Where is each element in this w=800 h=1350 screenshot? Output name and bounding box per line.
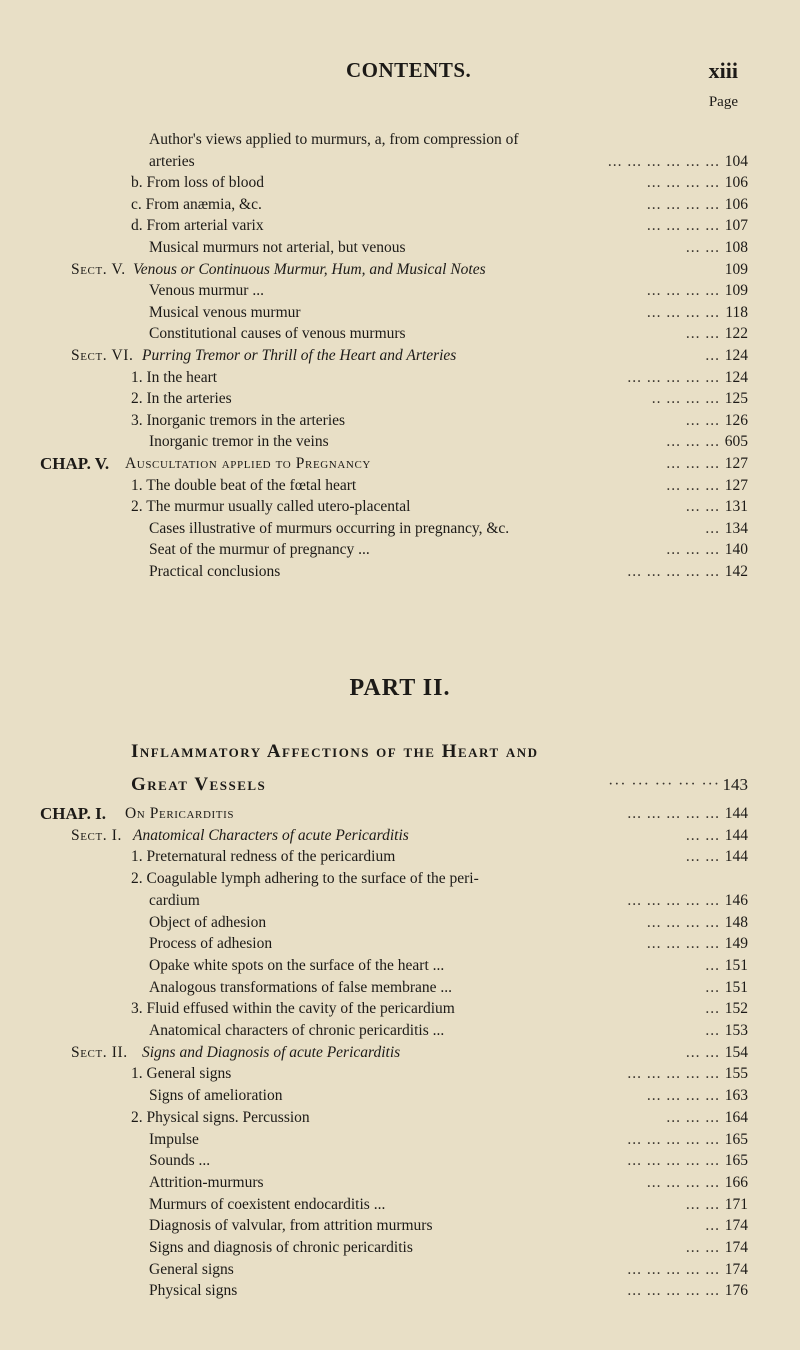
leader-dots: ... ... ... [666,1108,720,1126]
leader-dots: ... ... ... ... [646,282,720,300]
entry-title: Physical signs [149,1282,238,1300]
toc-entry [0,1107,800,1129]
toc-entry [0,561,800,583]
toc-entry [0,1194,800,1216]
toc-entry [0,194,800,216]
leader-dots: ... ... ... ... [646,174,720,192]
page-ref: 151 [724,956,748,974]
page-ref: 163 [724,1087,748,1105]
page-ref: 174 [724,1239,748,1256]
toc-entry [0,1042,800,1064]
leader-dots: ... ... ... ... ... [627,805,720,822]
entry-title: 3. Inorganic tremors in the arteries [131,411,346,429]
page-ref: 134 [724,519,748,537]
page-ref: 125 [724,390,748,408]
toc-entry [0,825,800,847]
entry-title: 1. The double beat of the fœtal heart [131,476,357,494]
toc-entry [0,1280,800,1302]
entry-title: arteries [149,152,195,170]
page-ref: 124 [724,368,748,386]
entry-title: Auscultation applied to Pregnancy [125,455,371,472]
page-ref: 165 [724,1130,748,1148]
leader-dots: ... ... ... [666,541,720,559]
leader-dots: ... ... ... ... ... ... [607,152,720,170]
toc-entry [0,868,800,890]
entry-title: On Pericarditis [125,805,235,822]
leader-dots: ... ... [685,325,720,343]
leader-dots: ... ... [685,826,720,844]
running-header [0,58,800,88]
toc-entry [0,172,800,194]
entry-title: Object of adhesion [149,913,267,931]
section-label: Sect. I. [71,826,122,844]
leader-dots: ... ... ... ... [646,195,720,213]
leader-dots: ... [705,347,720,364]
toc-entry [0,1129,800,1151]
page-ref: 146 [724,891,748,909]
page-ref: 143 [722,775,748,794]
page-ref: 174 [724,1217,748,1235]
entry-title: Musical murmurs not arterial, but venous [149,239,406,256]
entry-title: Impulse [149,1130,199,1148]
page-ref: 142 [724,563,748,580]
section-label: Sect. V. [71,260,126,278]
section-label: Sect. II. [71,1043,128,1061]
page-ref: 108 [724,239,748,256]
entry-title: Process of adhesion [149,935,273,953]
entry-title: 2. Coagulable lymph adhering to the surface of the peri- [131,870,479,888]
leader-dots: ··· ··· ··· ··· ··· [608,776,720,793]
entry-title: Purring Tremor or Thrill of the Heart and Arteries [142,347,457,364]
page-ref: 153 [724,1022,748,1039]
leader-dots: ... [705,956,720,974]
entry-title: Sounds ... [149,1152,211,1170]
leader-dots: ... ... ... ... [646,217,720,235]
page-ref: 124 [724,347,748,364]
entry-title: c. From anæmia, &c. [131,195,262,213]
page-ref: 152 [724,1000,748,1018]
toc-entry [0,1259,800,1281]
toc-entry [0,518,800,540]
entry-title: cardium [149,891,200,909]
entry-title: 2. In the arteries [131,390,232,408]
page-ref: 144 [724,848,748,866]
entry-title: 2. The murmur usually called utero-placental [131,498,411,516]
page-ref: 118 [725,303,748,321]
page-ref: 166 [724,1173,748,1191]
entry-title: 2. Physical signs. Percussion [131,1108,310,1126]
entry-title: Constitutional causes of venous murmurs [149,325,406,343]
page-ref: 104 [724,152,748,170]
toc-entry [0,388,800,410]
leader-dots: ... ... ... [666,455,720,472]
running-title: CONTENTS. [346,58,472,82]
page-ref: 165 [724,1152,748,1170]
entry-title: Author's views applied to murmurs, a, from compression of [149,131,519,148]
toc-entry [0,431,800,453]
leader-dots: ... ... ... ... [646,913,720,931]
entry-title: Cases illustrative of murmurs occurring in pregnancy, &c. [149,519,510,537]
toc-entry [0,1172,800,1194]
page-ref: 144 [724,805,748,822]
leader-dots: ... ... ... ... ... [627,1130,720,1148]
entry-title: Murmurs of coexistent endocarditis ... [149,1195,386,1213]
page-number: xiii [708,58,738,83]
page-ref: 127 [724,455,748,472]
page-ref: 106 [724,174,748,192]
toc-entry [0,237,800,259]
toc-entry [0,302,800,324]
section-label: Sect. VI. [71,347,134,364]
leader-dots: ... ... ... [666,433,720,451]
toc-entry [0,846,800,868]
entry-title: Opake white spots on the surface of the heart ... [149,956,445,974]
toc-entry [0,912,800,934]
toc-entry [0,955,800,977]
entry-title: Musical venous murmur [149,303,301,321]
page-ref: 148 [724,913,748,931]
leader-dots: ... ... ... ... ... [627,1152,720,1170]
toc-entry [0,1150,800,1172]
toc-entry [0,1063,800,1085]
leader-dots: ... ... ... ... [646,303,720,321]
entry-title: Venous murmur ... [149,282,264,300]
toc-entry [0,345,800,367]
entry-title: 3. Fluid effused within the cavity of the pericardium [131,1000,455,1018]
leader-dots: ... ... ... ... ... [627,1065,720,1083]
leader-dots: ... ... ... ... ... [627,1282,720,1300]
page-ref: 131 [724,498,748,516]
toc-entry [0,453,800,475]
page-ref: 109 [724,282,748,300]
part-heading-line-2 [0,772,800,798]
page-ref: 151 [724,978,748,996]
entry-title: Signs of amelioration [149,1087,283,1105]
leader-dots: .. ... ... ... [651,390,720,408]
leader-dots: ... [705,1217,720,1235]
chapter-label: CHAP. I. [40,804,106,823]
toc-entry [0,1215,800,1237]
page-ref: 122 [724,325,748,343]
leader-dots: ... [705,1000,720,1018]
toc-entry [0,410,800,432]
page-ref: 171 [724,1195,748,1213]
leader-dots: ... ... [685,411,720,429]
entry-title: Venous or Continuous Murmur, Hum, and Musical Notes [133,260,486,278]
leader-dots: ... ... [685,1195,720,1213]
page-column-label: Page [708,94,738,110]
page-ref: 164 [724,1108,748,1126]
toc-entry [0,323,800,345]
toc-entry [0,129,800,151]
leader-dots: ... ... ... ... ... [627,563,720,580]
toc-entry [0,280,800,302]
leader-dots: ... ... ... ... [646,1173,720,1191]
book-page: CONTENTS. xiii Page Author's views applied to murmurs, a, from compression of arteries ... ... ... ... ... ... 104 b. From loss of blood ... ... ... ... 106 c. From anæmia, &c. ... ... ... ... 106 d. From arterial varix ... ... ... ... 107 Musical murmurs not arterial, but venous ... ... 108 Sect. V. Venous or Continuous Murmur, Hum, and Musical Notes 109 Venous murmur ... ... ... ... ... 109 Musical venous murmur ... ... ... ... 118 Constitutional causes of venous murmurs ... ... 122 Sect. VI. Purring Tremor or Thrill of the Heart and Arteries ... 124 1. In the heart ... ... ... ... ... 124 2. In the arteries .. ... ... ... 125 3. Inorganic tremors in the arteries ... ... 126 Inorganic tremor in the veins ... ... ... 605 CHAP. V. Auscultation applied to Pregnancy ... ... ... 127 1. The double beat of the fœtal heart ... ... ... 127 2. The murmur usually called utero-placental ... ... 131 Cases illustrative of murmurs occurring in pregnancy, &c. ... 134 Seat of the murmur of pregnancy ... ... ... ... 140 Practical conclusions ... ... ... ... ... 142 PART II. Inflammatory Affections of the Heart and Great Vessels ··· ··· ··· ··· ··· 143 CHAP. I. On Pericarditis ... ... ... ... ... 144 Sect. I. Anatomical Characters of acute Pericarditis ... ... 144 1. Preternatural redness of the pericardium ... ... 144 2. Coagulable lymph adhering to the surface of the peri- cardium ... ... ... ... ... 146 Object of adhesion ... ... ... ... 148 Process of adhesion ... ... ... ... 149 Opake white spots on the surface of the heart ... ... 151 Analogous transformations of false membrane ... ... 151 3. Fluid effused within the cavity of the pericardium ... 152 Anatomical characters of chronic pericarditis ... ... 153 Sect. II. Signs and Diagnosis of acute Pericarditis ... ... 154 1. General signs ... ... ... ... ... 155 Signs of amelioration ... ... ... ... 163 2. Physical signs. Percussion ... ... ... 164 Impulse ... ... ... ... ... 165 Sounds ... ... ... ... ... ... 165 Attrition-murmurs ... ... ... ... 166 Murmurs of coexistent endocarditis ... ... ... 171 Diagnosis of valvular, from attrition murmurs ... 174 Signs and diagnosis of chronic pericarditis ... ... 174 General signs ... ... ... ... ... 174 Physical signs ... ... ... ... ... 176 [0,0,800,1350]
page-ref: 144 [724,826,748,844]
toc-entry [0,998,800,1020]
page-ref: 140 [724,541,748,559]
page-ref: 106 [724,195,748,213]
leader-dots: ... ... [685,1043,720,1061]
page-ref: 605 [724,433,748,451]
toc-entry [0,1020,800,1042]
page-ref: 126 [724,411,748,429]
entry-title: General signs [149,1260,234,1278]
leader-dots: ... ... [685,239,720,256]
part-heading-text: Great Vessels [131,774,267,795]
chapter-label: CHAP. V. [40,454,110,473]
page-ref: 176 [724,1282,748,1300]
page-ref: 149 [724,935,748,953]
leader-dots: ... ... ... [666,476,720,494]
entry-title: Signs and Diagnosis of acute Pericarditis [142,1043,401,1061]
toc-entry [0,977,800,999]
toc-entry [0,1237,800,1259]
page-ref: 127 [724,476,748,494]
leader-dots: ... ... [685,1239,720,1256]
page-ref: 154 [724,1043,748,1061]
entry-title: 1. In the heart [131,368,218,386]
toc-entry [0,496,800,518]
leader-dots: ... ... ... ... ... [627,891,720,909]
toc-entry [0,1085,800,1107]
page-ref: 155 [724,1065,748,1083]
toc-entry [0,803,800,825]
toc-entry [0,933,800,955]
entry-title: Inorganic tremor in the veins [149,433,329,451]
leader-dots: ... ... ... ... [646,1087,720,1105]
leader-dots: ... ... ... ... ... [627,368,720,386]
entry-title: Anatomical Characters of acute Pericarditis [133,826,409,844]
page-ref: 174 [724,1260,748,1278]
entry-title: Diagnosis of valvular, from attrition murmurs [149,1217,433,1235]
toc-entry [0,367,800,389]
leader-dots: ... ... ... ... ... [627,1260,720,1278]
toc-entry [0,151,800,173]
part-title: PART II. [349,675,451,701]
entry-title: Analogous transformations of false membrane ... [149,978,453,996]
entry-title: Anatomical characters of chronic pericarditis ... [149,1022,445,1039]
entry-title: Practical conclusions [149,563,281,580]
entry-title: 1. General signs [131,1065,232,1083]
toc-entry [0,215,800,237]
page-ref: 109 [724,260,748,278]
entry-title: d. From arterial varix [131,217,264,235]
leader-dots: ... [705,1022,720,1039]
leader-dots: ... [705,978,720,996]
page-ref: 107 [724,217,748,235]
leader-dots: ... ... ... ... [646,935,720,953]
entry-title: 1. Preternatural redness of the pericardium [131,848,396,866]
entry-title: b. From loss of blood [131,174,265,192]
entry-title: Attrition-murmurs [149,1173,264,1191]
toc-entry [0,890,800,912]
entry-title: Signs and diagnosis of chronic pericarditis [149,1239,413,1256]
leader-dots: ... ... [685,848,720,866]
entry-title: Seat of the murmur of pregnancy ... [149,541,370,559]
toc-entry [0,475,800,497]
toc-entry [0,259,800,281]
toc-entry [0,539,800,561]
leader-dots: ... ... [685,498,720,516]
leader-dots: ... [705,519,720,537]
